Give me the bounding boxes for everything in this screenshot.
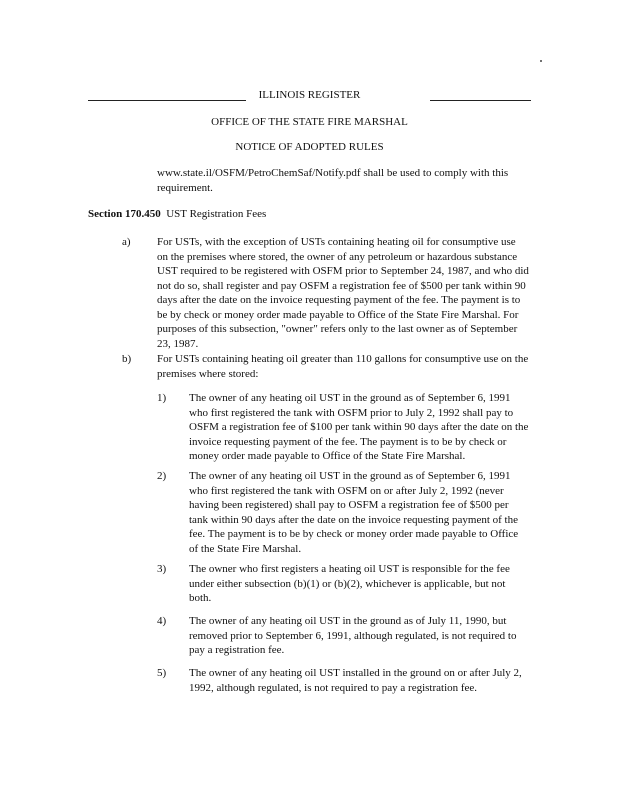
section-number: Section 170.450 (88, 208, 161, 220)
subitem-5-text: The owner of any heating oil UST installed in the ground on or after July 2, 1992, although regulated, is not required to pay a registration fee. (189, 667, 522, 694)
subitem-3-label: 3) (157, 563, 167, 575)
section-heading (88, 208, 266, 220)
subitem-1-label: 1) (157, 392, 167, 404)
item-a-label: a) (122, 236, 131, 248)
subitem-5-label: 5) (157, 667, 167, 679)
item-b-label: b) (122, 353, 132, 365)
item-b-text: For USTs containing heating oil greater than 110 gallons for consumptive use on the premises where stored: (157, 353, 529, 380)
subitem-4-text: The owner of any heating oil UST in the ground as of July 11, 1990, but removed prior to September 6, 1991, although regulated, is not required to pay a registration fee. (189, 615, 517, 656)
continuation-paragraph: www.state.il/OSFM/PetroChemSaf/Notify.pdf shall be used to comply with this requirement. (157, 167, 509, 194)
section-title: UST Registration Fees (166, 208, 267, 220)
notice-title: NOTICE OF ADOPTED RULES (235, 141, 384, 153)
scan-speck (540, 60, 542, 62)
agency-title: OFFICE OF THE STATE FIRE MARSHAL (211, 116, 408, 128)
subitem-2-label: 2) (157, 470, 167, 482)
header-rule-right (430, 100, 531, 101)
subitem-1-text: The owner of any heating oil UST in the ground as of September 6, 1991 who first registered the tank with OSFM prior to July 2, 1992 shall pay to OSFM a registration fee of $100 per tank within 90 days after the date on the invoice requesting payment of the fee. The payment is to be by check or money order made payable to Office of the State Fire Marshal. (189, 392, 529, 462)
register-title: ILLINOIS REGISTER (258, 89, 361, 101)
subitem-2-text: The owner of any heating oil UST in the ground as of September 6, 1991 who first registered the tank with OSFM on or after July 2, 1992 (never having been registered) shall pay to OSFM a registration fee of $500 per tank within 90 days after the date on the invoice requesting payment of the fee. The payment is to be by check or money order made payable to Office of the State Fire Marshal. (189, 470, 519, 555)
subitem-4-label: 4) (157, 615, 167, 627)
item-a-text: For USTs, with the exception of USTs containing heating oil for consumptive use on the premises where stored, the owner of any petroleum or hazardous substance UST required to be registered with OSFM prior to September 24, 1987, and who did not do so, shall register and pay OSFM a registration fee of $500 per tank within 90 days after the date on the invoice requesting payment of the fee. The payment is to be by check or money order made payable to Office of the State Fire Marshal. For purposes of this subsection, "owner" refers only to the last owner as of September 23, 1987. (157, 236, 529, 350)
subitem-3-text: The owner who first registers a heating oil UST is responsible for the fee under either subsection (b)(1) or (b)(2), whichever is applicable, but not both. (189, 563, 510, 604)
